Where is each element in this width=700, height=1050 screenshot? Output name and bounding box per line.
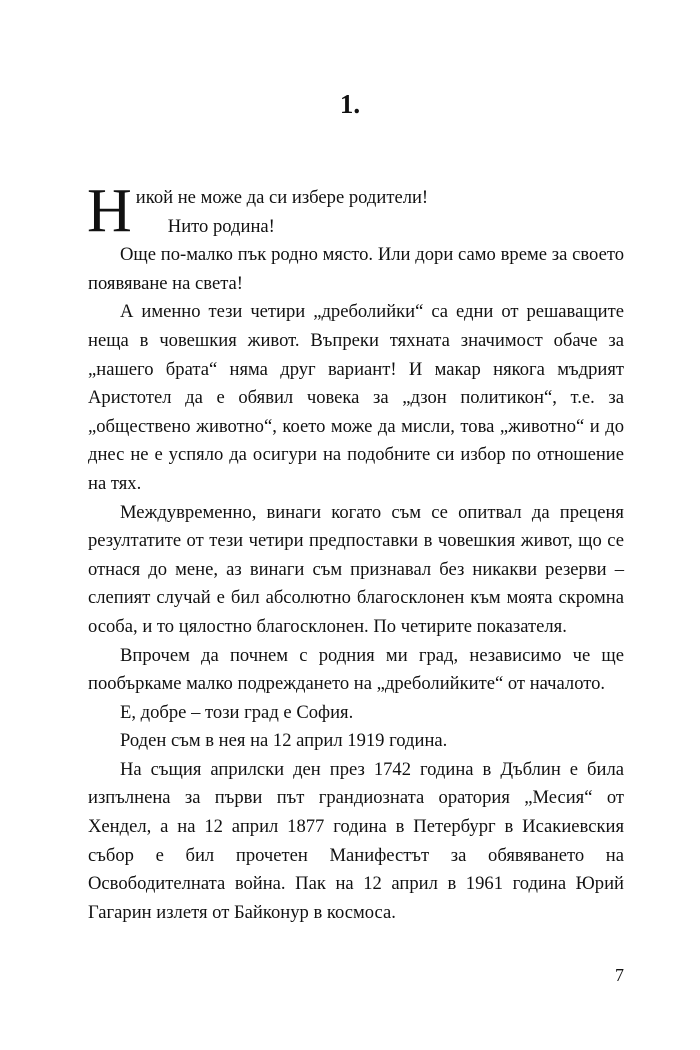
paragraph-2: Нито родина! [167,215,275,237]
paragraph-8: Роден съм в нея на 12 април 1919 година. [120,730,448,752]
body-text [87,177,624,927]
paragraph-3: Още по-малко пък родно място. Или дори само време за своето появяване на света! [88,244,624,294]
paragraph-5: Междувременно, винаги когато съм се опитвал да преценя резултатите от тези четири предпоставки в човешкия живот, що се отнася до мене, аз винаги съм признавал без никакви резерви – слепият случай е бил абсолютно благосклонен към моята скромна особа, и то цялостно благосклонен. По четирите показателя. [88,501,624,637]
page-number: 7 [615,965,624,985]
paragraph-1-text: икой не може да си избере родители! [135,187,429,208]
drop-cap: Н [87,177,132,245]
paragraph-4: А именно тези четири „дреболийки“ са едни от решаващите неща в човешкия живот. Въпреки тяхната значимост обаче за „нашего брата“ няма друг вариант! И макар някога мъдрият Аристотел да е обявил човека за „дзон политикон“, т.е. за „обществено животно“, което може да мисли, това „животно“ и до днес не е успяло да осигури на подобните си избор по отношение на тях. [88,301,624,494]
paragraph-6: Впрочем да почнем с родния ми град, независимо че ще пообъркаме малко подреждането на „дреболийките“ от началото. [88,644,624,695]
paragraph-7: Е, добре – този град е София. [120,701,354,723]
paragraph-9: На същия априлски ден през 1742 година в Дъблин е била изпълнена за първи път грандиозната оратория „Месия“ от Хендел, а на 12 април 1877 година в Петербург в Исакиевския събор е бил прочетен Манифестът за обявяването на Освободителната война. Пак на 12 април в 1961 година Юрий Гагарин излетя от Байконур в космоса. [88,758,624,923]
chapter-title: 1. [339,89,361,119]
